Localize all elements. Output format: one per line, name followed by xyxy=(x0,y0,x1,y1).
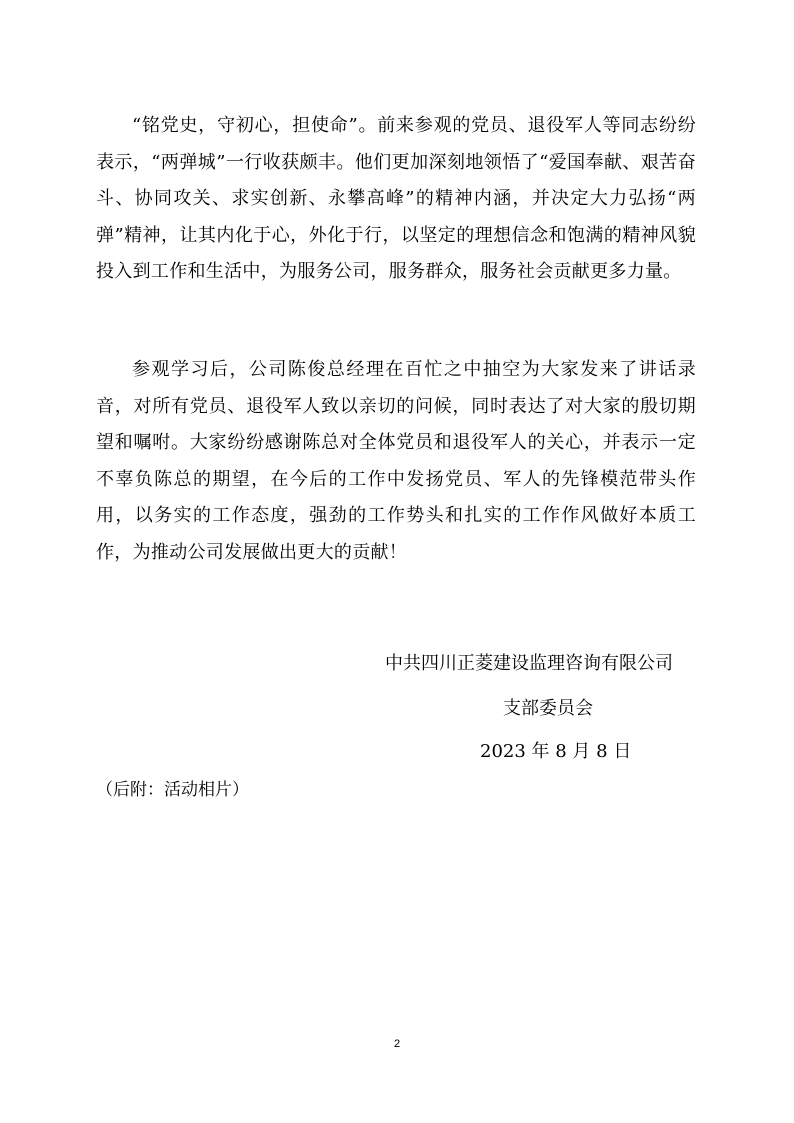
signature-organization: 中共四川正菱建设监理咨询有限公司 xyxy=(385,653,673,674)
body-paragraph-2: 参观学习后，公司陈俊总经理在百忙之中抽空为大家发来了讲话录音，对所有党员、退役军人致以亲切的问候，同时表达了对大家的殷切期望和嘱咐。大家纷纷感谢陈总对全体党员和退役军人的关心，并表示一定不辜负陈总的期望，在今后的工作中发扬党员、军人的先锋模范带头作用，以务实的工作态度，强劲的工作势头和扎实的工作作风做好本质工作，为推动公司发展做出更大的贡献！ xyxy=(96,359,696,563)
body-paragraph-2-block xyxy=(96,352,696,571)
signature-date: 2023 年 8 月 8 日 xyxy=(480,741,632,762)
body-paragraph-1: “铭党史，守初心，担使命”。前来参观的党员、退役军人等同志纷纷表示，“两弹城”一行收获颇丰。他们更加深刻地领悟了“爱国奉献、艰苦奋斗、协同攻关、求实创新、永攀高峰”的精神内涵，并决定大力弘扬“两弹”精神，让其内化于心，外化于行，以坚定的理想信念和饱满的精神风貌投入到工作和生活中，为服务公司，服务群众，服务社会贡献更多力量。 xyxy=(96,115,696,282)
page-number: 2 xyxy=(393,1038,401,1050)
signature-department: 支部委员会 xyxy=(503,698,593,719)
body-paragraph-1-block xyxy=(96,108,696,291)
appendix-note: （后附：活动相片） xyxy=(96,780,249,800)
